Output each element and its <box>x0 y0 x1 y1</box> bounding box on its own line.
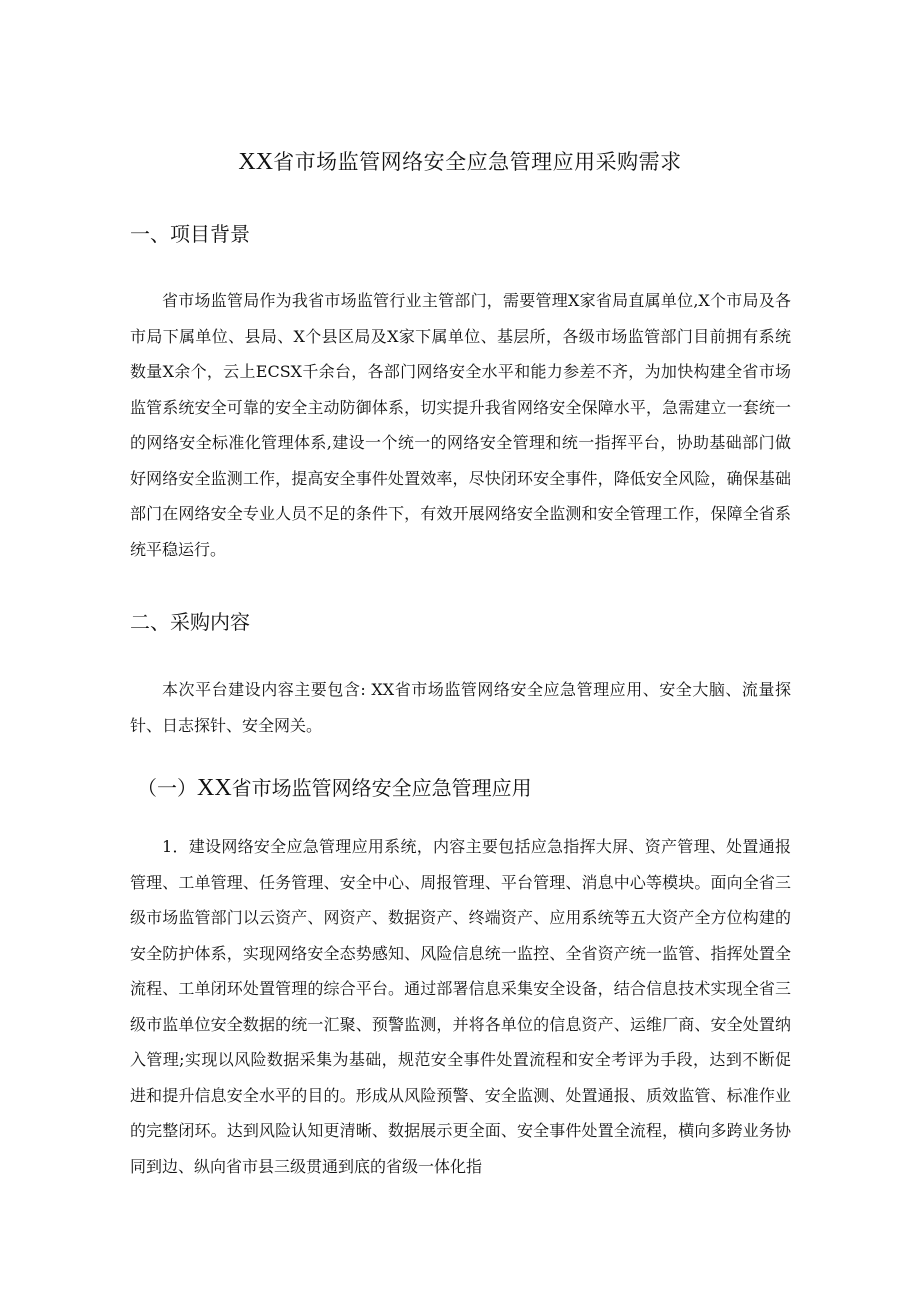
subsection-title: 省市场监管网络安全应急管理应用 <box>231 776 532 800</box>
title-prefix: XX <box>238 149 274 175</box>
procurement-paragraph: 本次平台建设内容主要包含: XX省市场监管网络安全应急管理应用、安全大脑、流量探针、日志探针、安全网关。 <box>130 680 791 735</box>
background-paragraph: 省市场监管局作为我省市场监管行业主管部门，需要管理X家省局直属单位,X个市局及各市局下属单位、县局、X个县区局及X家下属单位、基层所，各级市场监管部门目前拥有系统数量X余个，云上ECSX千余台，各部门网络安全水平和能力参差不齐，为加快构建全省市场监管系统安全可靠的安全主动防御体系，切实提升我省网络安全保障水平，急需建立一套统一的网络安全标准化管理体系,建设一个统一的网络安全管理和统一指挥平台，协助基础部门做好网络安全监测工作，提高安全事件处置效率，尽快闭环安全事件，降低安全风险，确保基础部门在网络安全专业人员不足的条件下，有效开展网络安全监测和安全管理工作，保障全省系统平稳运行。 <box>130 291 791 559</box>
subsection-paragraph: 1．建设网络安全应急管理应用系统，内容主要包括应急指挥大屏、资产管理、处置通报管理、工单管理、任务管理、安全中心、周报管理、平台管理、消息中心等模块。面向全省三级市场监管部门以云资产、网资产、数据资产、终端资产、应用系统等五大资产全方位构建的安全防护体系，实现网络安全态势感知、风险信息统一监控、全省资产统一监管、指挥处置全流程、工单闭环处置管理的综合平台。通过部署信息采集安全设备，结合信息技术实现全省三级市监单位安全数据的统一汇聚、预警监测，并将各单位的信息资产、运维厂商、安全处置纳入管理;实现以风险数据采集为基础，规范安全事件处置流程和安全考评为手段，达到不断促进和提升信息安全水平的目的。形成从风险预警、安全监测、处置通报、质效监管、标准作业的完整闭环。达到风险认知更清晰、数据展示更全面、安全事件处置全流程，横向多跨业务协同到边、纵向省市县三级贯通到底的省级一体化指 <box>130 837 791 1176</box>
section-heading-procurement: 二、采购内容 <box>130 610 250 634</box>
document-title <box>130 146 790 178</box>
subsection-prefix: XX <box>197 775 232 801</box>
subsection-heading <box>137 773 532 803</box>
title-text: 省市场监管网络安全应急管理应用采购需求 <box>273 150 682 174</box>
section-heading-background: 一、项目背景 <box>130 222 250 246</box>
subsection-number: （一） <box>137 776 197 800</box>
